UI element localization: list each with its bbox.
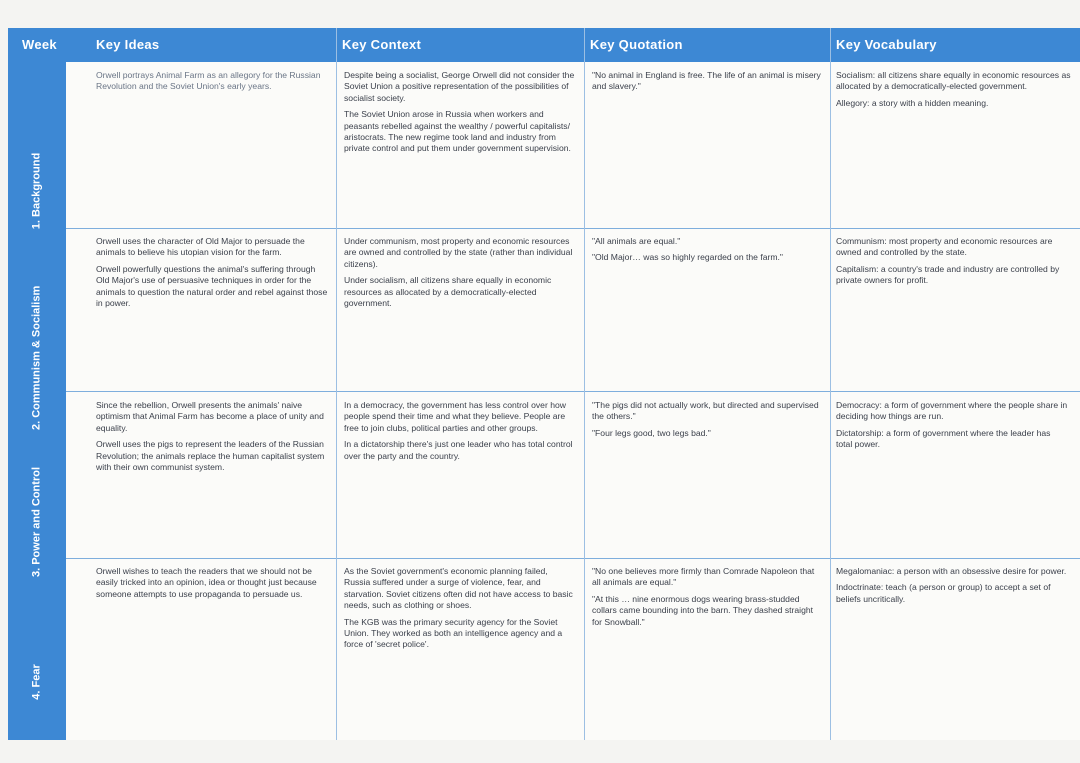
row-divider <box>66 228 1080 229</box>
vocabulary-text: Megalomaniac: a person with an obsessive desire for power. <box>836 566 1067 576</box>
header-key-quotation: Key Quotation <box>590 37 683 52</box>
row-4-key-quotation <box>592 566 816 633</box>
key-idea-text: Orwell portrays Animal Farm as an allegory for the Russian Revolution and the Soviet Union's early years. <box>96 70 321 92</box>
context-text: The Soviet Union arose in Russia when workers and peasants rebelled against the wealthy / powerful capitalists/ aristocrats. The new regime took land and industry from private control and put them under government supervision. <box>344 109 571 154</box>
context-text: Under communism, most property and economic resources are owned and controlled by the state (rather than individual citizens). <box>344 236 573 269</box>
vocabulary-text: Socialism: all citizens share equally in economic resources as allocated by a democratically-elected government. <box>836 70 1071 92</box>
row-1-key-quotation <box>592 70 824 98</box>
row-1-key-vocabulary <box>836 70 1074 114</box>
header-key-vocabulary: Key Vocabulary <box>836 37 937 52</box>
row-1-key-ideas <box>96 70 328 98</box>
knowledge-organiser-table <box>8 28 1080 740</box>
row-4-key-ideas <box>96 566 330 605</box>
week-label-4: 4. Fear <box>30 664 43 700</box>
row-2-key-vocabulary <box>836 236 1074 292</box>
context-text: Under socialism, all citizens share equally in economic resources as allocated by a democratically-elected government. <box>344 275 552 309</box>
quotation-text: "At this … nine enormous dogs wearing brass-studded collars came bounding into the barn. They dashed straight for Snowball." <box>592 593 814 627</box>
quotation-text: "Four legs good, two legs bad." <box>592 427 711 438</box>
row-3-key-vocabulary <box>836 400 1068 456</box>
column-divider <box>830 28 831 740</box>
row-2-key-quotation <box>592 236 812 269</box>
quotation-text: "The pigs did not actually work, but directed and supervised the others." <box>592 400 819 422</box>
column-divider <box>584 28 585 740</box>
header-week: Week <box>22 37 57 52</box>
week-label-1: 1. Background <box>30 152 43 230</box>
week-label-2: 2. Communism & Socialism <box>30 285 43 430</box>
vocabulary-text: Dictatorship: a form of government where the leader has total power. <box>836 427 1051 450</box>
header-key-ideas: Key Ideas <box>96 37 160 52</box>
key-idea-text: Since the rebellion, Orwell presents the animals' naive optimism that Animal Farm has become a place of unity and equality. <box>96 400 324 433</box>
key-idea-text: Orwell uses the character of Old Major to persuade the animals to believe his utopian vision for the farm. <box>96 236 305 258</box>
row-3-key-context <box>344 400 576 467</box>
key-idea-text: Orwell wishes to teach the readers that we should not be easily tricked into an opinion, idea or thought just because someone attempts to use propaganda to persuade us. <box>96 566 317 599</box>
vocabulary-text: Communism: most property and economic resources are owned and controlled by the state. <box>836 236 1053 258</box>
row-3-key-quotation <box>592 400 824 444</box>
vocabulary-text: Allegory: a story with a hidden meaning. <box>836 97 989 108</box>
row-4-key-vocabulary <box>836 566 1074 610</box>
vocabulary-text: Indoctrinate: teach (a person or group) to accept a set of beliefs uncritically. <box>836 582 1051 604</box>
row-3-key-ideas <box>96 400 328 478</box>
column-divider <box>336 28 337 740</box>
row-2-key-context <box>344 236 576 314</box>
context-text: In a democracy, the government has less control over how people spend their time and what they believe. People are free to join clubs, political parties and other groups. <box>344 400 566 433</box>
key-idea-text: Orwell uses the pigs to represent the leaders of the Russian Revolution; the animals replace the human capitalist system with their own communist system. <box>96 439 325 473</box>
context-text: The KGB was the primary security agency for the Soviet Union. They worked as both an intelligence agency and a force of 'secret police'. <box>344 616 563 650</box>
row-divider <box>66 558 1080 559</box>
context-text: Despite being a socialist, George Orwell did not consider the Soviet Union a positive representation of the possibilities of socialist society. <box>344 70 575 103</box>
row-4-key-context <box>344 566 576 656</box>
vocabulary-text: Capitalism: a country's trade and industry are controlled by private owners for profit. <box>836 263 1060 286</box>
key-idea-text: Orwell powerfully questions the animal's suffering through Old Major's use of persuasive techniques in order for the animals to question the natural order and rebel against those in power. <box>96 263 328 309</box>
row-2-key-ideas <box>96 236 328 314</box>
context-text: As the Soviet government's economic planning failed, Russia suffered under a surge of violence, fear, and starvation. Soviet citizens often did not have access to basic needs, such as clothing or shoes. <box>344 566 573 611</box>
week-column <box>8 62 66 740</box>
quotation-text: "Old Major… was so highly regarded on the farm." <box>592 252 783 263</box>
vocabulary-text: Democracy: a form of government where the people share in deciding how things are run. <box>836 400 1068 422</box>
quotation-text: "All animals are equal." <box>592 236 681 246</box>
quotation-text: "No animal in England is free. The life of an animal is misery and slavery." <box>592 70 821 92</box>
context-text: In a dictatorship there's just one leader who has total control over the party and the country. <box>344 439 573 461</box>
week-label-3: 3. Power and Control <box>30 467 43 578</box>
header-key-context: Key Context <box>342 37 422 52</box>
quotation-text: "No one believes more firmly than Comrade Napoleon that all animals are equal." <box>592 566 815 588</box>
header-row <box>8 28 1080 62</box>
row-1-key-context <box>344 70 576 160</box>
row-divider <box>66 391 1080 392</box>
